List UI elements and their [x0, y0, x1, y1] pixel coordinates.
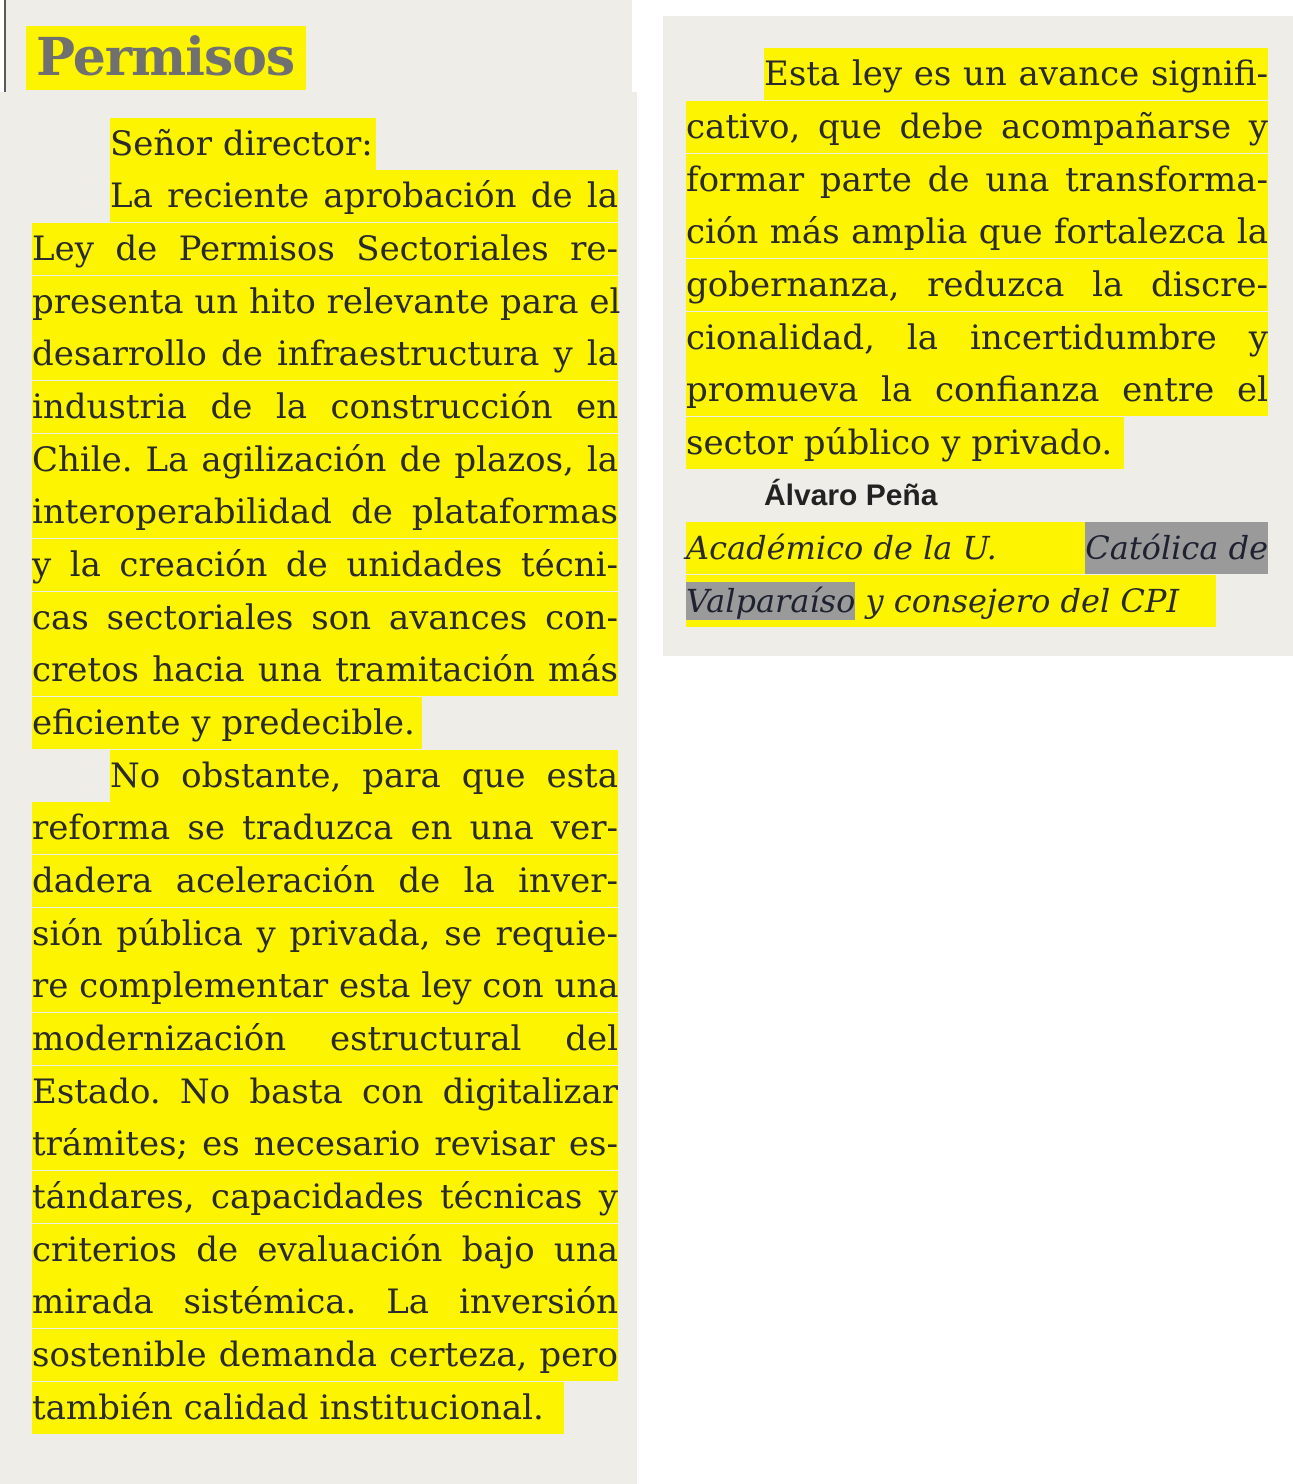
text-line: industria de la construcción en	[32, 381, 618, 433]
text-line: Ley de Permisos Sectoriales re-	[32, 223, 618, 275]
text-line: también calidad institucional.	[32, 1382, 564, 1434]
text-line: formar parte de una transforma-	[686, 154, 1268, 206]
text-line: promueva la confianza entre el	[686, 364, 1268, 416]
text-line: criterios de evaluación bajo una	[32, 1224, 618, 1276]
text-line: interoperabilidad de plataformas	[32, 486, 618, 538]
text-line: sión pública y privada, se requie-	[32, 908, 618, 960]
text-line: ción más amplia que fortalezca la	[686, 206, 1268, 258]
text-line: presenta un hito relevante para el	[32, 276, 618, 328]
text-line: Esta ley es un avance signifi-	[764, 48, 1268, 100]
text-line: cretos hacia una tramitación más	[32, 644, 618, 696]
text-line: mirada sistémica. La inversión	[32, 1276, 618, 1328]
page-title: Permisos	[26, 26, 306, 90]
text-line: cionalidad, la incertidumbre y	[686, 312, 1268, 364]
institution-name-part-1: Católica de	[1085, 522, 1268, 574]
text-line: sector público y privado.	[686, 417, 1124, 469]
text-line: cativo, que debe acompañarse y	[686, 101, 1268, 153]
text-line: La reciente aprobación de la	[110, 170, 618, 222]
text-line: Señor director:	[110, 118, 376, 170]
author-name: Álvaro Peña	[764, 479, 938, 512]
text-line: modernización estructural del	[32, 1013, 618, 1065]
text-line: Estado. No basta con digitalizar	[32, 1066, 618, 1118]
affiliation-text: y consejero del CPI	[865, 582, 1179, 620]
text-line: No obstante, para que esta	[110, 750, 618, 802]
text-line: eficiente y predecible.	[32, 697, 422, 749]
affiliation-text: Académico de la U.	[686, 529, 997, 567]
text-line: cas sectoriales son avances con-	[32, 592, 618, 644]
text-line: Chile. La agilización de plazos, la	[32, 434, 618, 486]
left-column-top-rule	[4, 0, 6, 92]
text-line: tándares, capacidades técnicas y	[32, 1171, 618, 1223]
text-line: trámites; es necesario revisar es-	[32, 1118, 618, 1170]
text-line: desarrollo de infraestructura y la	[32, 328, 618, 380]
left-column-top-notch	[632, 0, 640, 92]
text-line: y la creación de unidades técni-	[32, 539, 618, 591]
text-line: reforma se traduzca en una ver-	[32, 802, 618, 854]
text-line: gobernanza, reduzca la discre-	[686, 259, 1268, 311]
text-line: re complementar esta ley con una	[32, 960, 618, 1012]
author-affiliation-line-2	[686, 575, 1216, 627]
author-affiliation-line-1	[686, 522, 1268, 574]
text-line: dadera aceleración de la inver-	[32, 855, 618, 907]
text-line: sostenible demanda certeza, pero	[32, 1329, 618, 1381]
institution-name-part-2: Valparaíso	[686, 582, 856, 620]
